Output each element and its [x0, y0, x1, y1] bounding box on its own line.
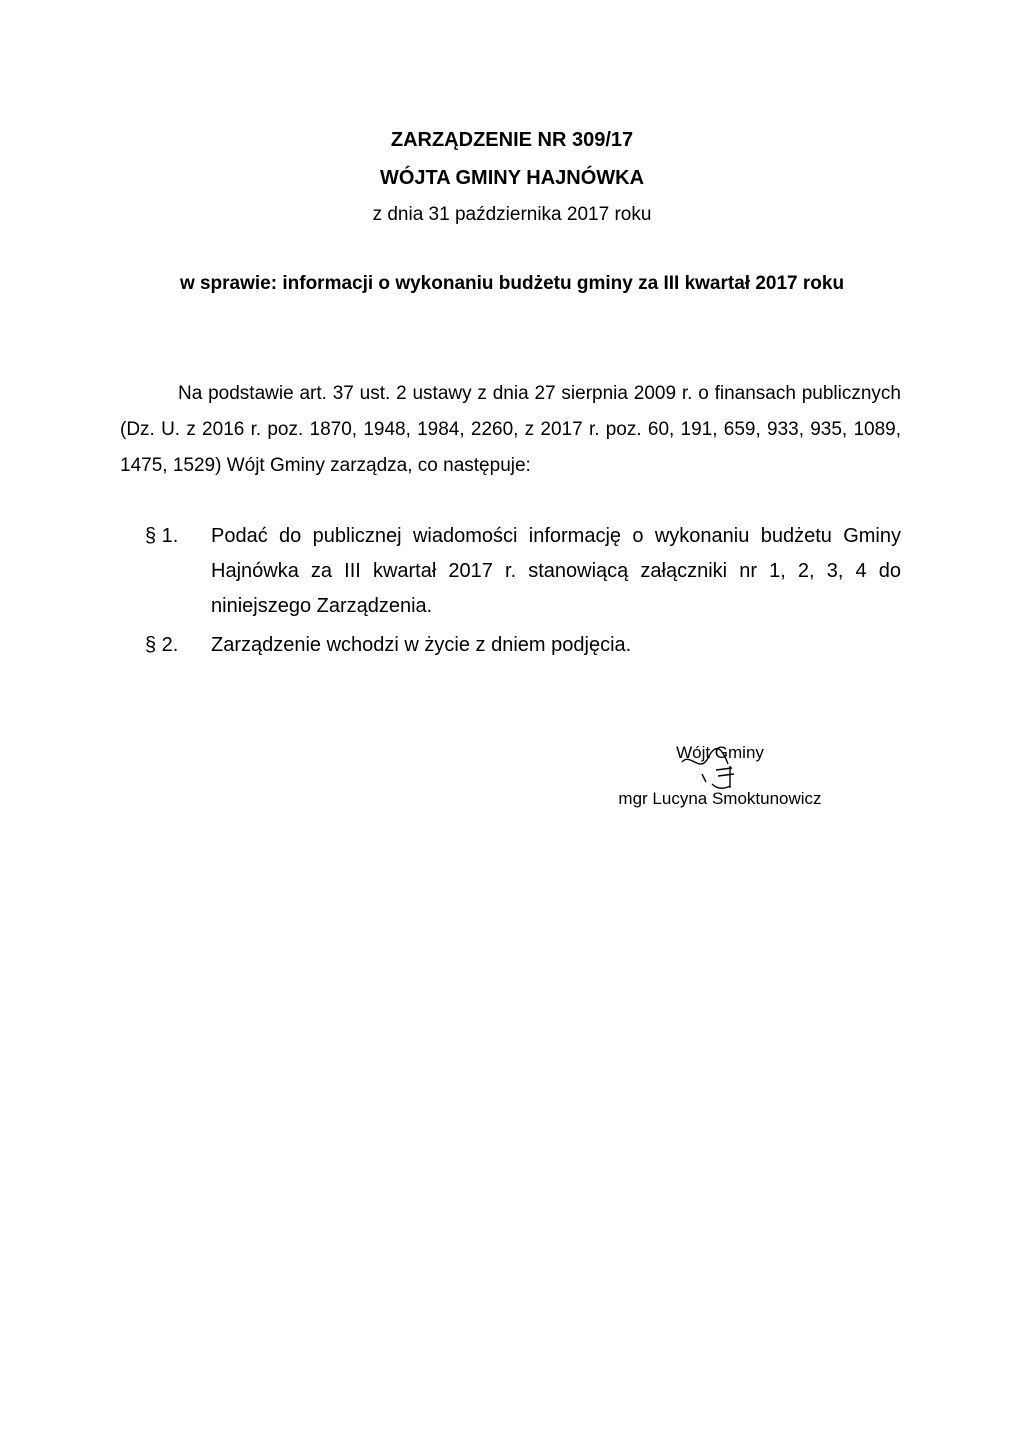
document-date: z dnia 31 października 2017 roku [372, 204, 652, 225]
document-subject: w sprawie: informacji o wykonaniu budżetu gminy za III kwartał 2017 roku [179, 273, 845, 294]
signature-role: Wójt Gminy [676, 743, 764, 762]
paragraph-text: Podać do publicznej wiadomości informację o wykonaniu budżetu Gminy Hajnówka za III kwartał 2017 r. stanowiącą załączniki nr 1, 2, 3, 4 do niniejszego Zarządzenia. [211, 525, 901, 617]
signature-name: mgr Lucyna Smoktunowicz [618, 789, 822, 808]
signature-scribble [672, 744, 762, 794]
paragraph-2 [145, 628, 901, 663]
preamble-paragraph: Na podstawie art. 37 ust. 2 ustawy z dnia 27 sierpnia 2009 r. o finansach publicznych (Dz. U. z 2016 r. poz. 1870, 1948, 1984, 2260, z 2017 r. poz. 60, 191, 659, 933, 935, 1089, 1475, 1529) Wójt Gminy zarządza, co następuje: [120, 383, 901, 476]
document-title: ZARZĄDZENIE NR 309/17 [390, 129, 634, 151]
paragraph-number: § 2. [145, 634, 179, 656]
document-issuer: WÓJTA GMINY HAJNÓWKA [379, 167, 645, 189]
paragraph-text: Zarządzenie wchodzi w życie z dniem podjęcia. [211, 634, 632, 656]
paragraph-1 [145, 519, 901, 624]
paragraph-number: § 1. [145, 525, 179, 547]
